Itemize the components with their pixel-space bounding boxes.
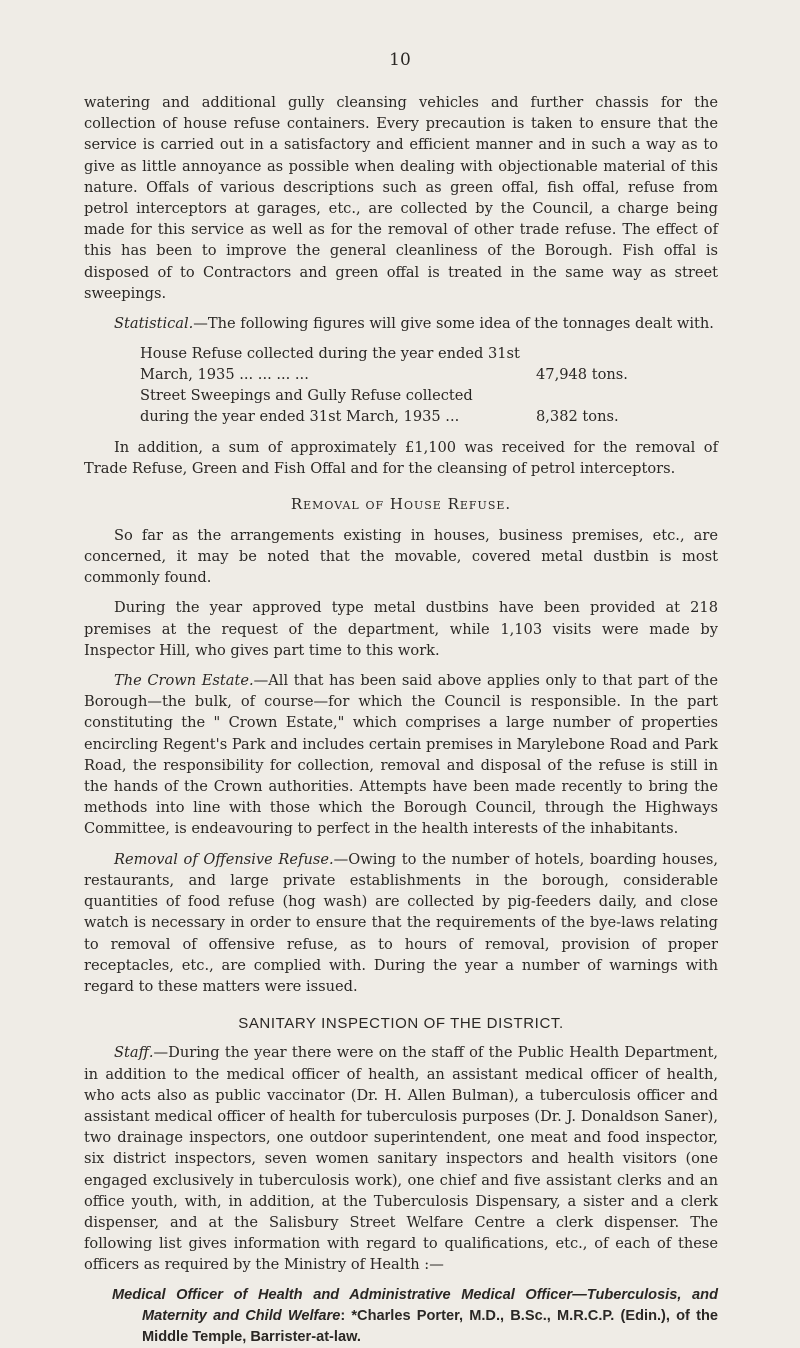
staff-label: Staff.: [114, 1044, 154, 1062]
statistical-label: Statistical.: [114, 315, 194, 333]
medical-officer-text: : *Charles Porter, M.D., B.Sc., M.R.C.P. (Edin.), of the Middle Temple, Barrister-at-law.: [142, 1307, 718, 1345]
medical-officer-label: Medical Officer of Health and Administrative Medical Officer—Tuberculosis, and Maternity and Child Welfare: [112, 1286, 718, 1324]
paragraph-so-far: So far as the arrangements existing in houses, business premises, etc., are concerned, it may be noted that the movable, covered metal dustbin is most commonly found.: [84, 526, 718, 587]
page-number: 10: [389, 50, 411, 70]
paragraph-addition: In addition, a sum of approximately £1,100 was received for the removal of Trade Refuse, Green and Fish Offal and for the cleansing of petrol interceptors.: [84, 439, 718, 478]
paragraph-medical-officer: [84, 1285, 718, 1348]
statistical-text: —The following figures will give some idea of the tonnages dealt with.: [193, 315, 714, 333]
paragraph-dustbins: During the year approved type metal dustbins have been provided at 218 premises at the request of the department, while 1,103 visits were made by Inspector Hill, who gives part time to this work.: [84, 599, 718, 659]
heading-removal-house-refuse: Removal of House Refuse.: [290, 494, 512, 513]
crown-estate-text: —All that has been said above applies only to that part of the Borough—the bulk, of course—for which the Council is responsible. In the part constituting the " Crown Estate," which comprises a large number of properties encircling Regent's Park and includes certain premises in Marylebone Road and Park Road, the responsibility for collection, removal and disposal of the refuse is still in the hands of the Crown authorities. Attempts have been made recently to bring the methods into line with those which the Borough Council, through the Highways Committee, is endeavouring to perfect in the health interests of the inhabitants.: [84, 672, 719, 838]
tonnage-value: 47,948 tons.: [536, 366, 628, 384]
table-row: [140, 385, 628, 427]
tonnage-label: House Refuse collected during the year ended 31st March, 1935 ... ... ... ...: [140, 345, 520, 384]
paragraph-offensive-refuse: [84, 849, 718, 997]
tonnage-label: Street Sweepings and Gully Refuse collected during the year ended 31st March, 1935 ...: [140, 387, 473, 426]
heading-sanitary-inspection: SANITARY INSPECTION OF THE DISTRICT.: [238, 1015, 564, 1033]
tonnage-value: 8,382 tons.: [536, 408, 619, 426]
paragraph-crown-estate: [84, 670, 718, 840]
table-row: [140, 343, 628, 385]
offensive-refuse-text: —Owing to the number of hotels, boarding houses, restaurants, and large private establishments in the borough, considerable quantities of food refuse (hog wash) are collected by pig-feeders daily, and close watch is necessary in order to ensure that the requirements of the bye-laws relating to removal of offensive refuse, as to hours of removal, provision of proper receptacles, etc., are complied with. During the year a number of warnings with regard to these matters were issued.: [84, 850, 718, 995]
paragraph-intro: watering and additional gully cleansing vehicles and further chassis for the collection of house refuse containers. Every precaution is taken to ensure that the service is carried out in a satisfactory and efficient manner and in such a way as to give as little annoyance as possible when dealing with objectionable material of this nature. Offals of various descriptions such as green offal, fish offal, refuse from petrol interceptors at garages, etc., are collected by the Council, a charge being made for this service as well as for the removal of other trade refuse. The effect of this has been to improve the general cleanliness of the Borough. Fish offal is disposed of to Contractors and green offal is treated in the same way as street sweepings.: [84, 94, 718, 302]
paragraph-staff: [84, 1042, 718, 1275]
staff-text: —During the year there were on the staff of the Public Health Department, in addition to the medical officer of health, an assistant medical officer of health, who acts also as public vaccinator (Dr. H. Allen Bulman), a tuberculosis officer and assistant medical officer of health for tuberculosis purposes (Dr. J. Donaldson Saner), two drainage inspectors, one outdoor superintendent, one meat and food inspector, six district inspectors, seven women sanitary inspectors and health visitors (one engaged exclusively in tuberculosis work), one chief and five assistant clerks and an office youth, with, in addition, at the Tuberculosis Dispensary, a sister and a clerk dispenser, and at the Salisbury Street Welfare Centre a clerk dispenser. The following list gives information with regard to qualifications, etc., of each of these officers as required by the Ministry of Health :—: [84, 1044, 718, 1274]
crown-estate-label: The Crown Estate.: [114, 672, 254, 690]
paragraph-statistical: [84, 313, 718, 334]
offensive-refuse-label: Removal of Offensive Refuse.: [114, 850, 334, 868]
tonnage-table: [140, 343, 628, 427]
page-body: [84, 92, 718, 1348]
